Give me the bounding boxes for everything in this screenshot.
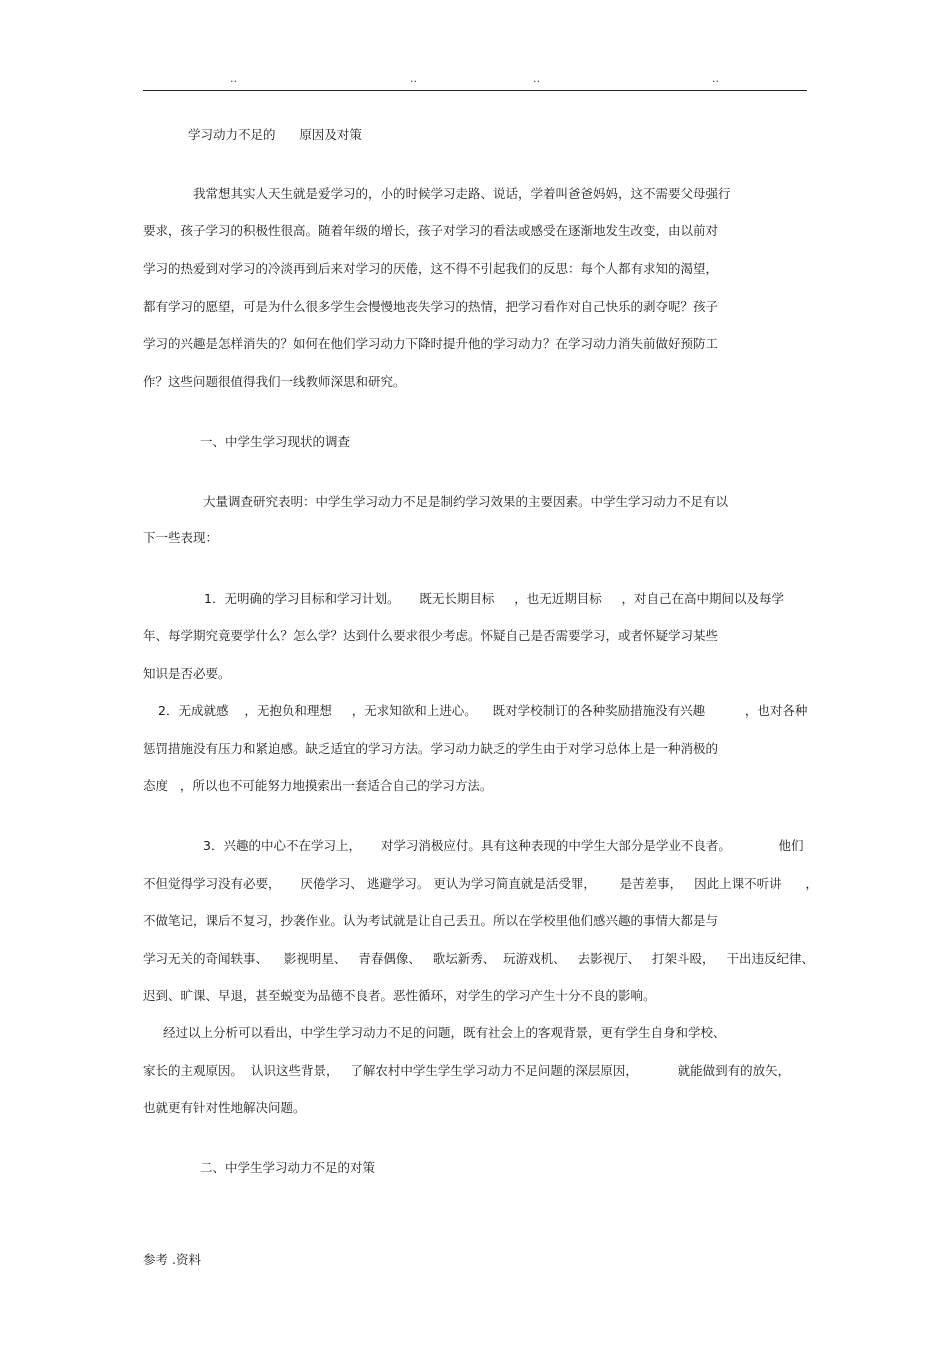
text-line: 作？这些问题很值得我们一线教师深思和研究。 <box>143 374 406 389</box>
text-line: 经过以上分析可以看出，中学生学习动力不足的问题，既有社会上的客观背景，更有学生自身和学校、 <box>163 1025 726 1040</box>
text-line: 学习的兴趣是怎样消失的？如何在他们学习动力下降时提升他的学习动力？在学习动力消失前做好预防工 <box>143 336 719 351</box>
text-line: 知识是否必要。 <box>143 666 231 681</box>
header-dot: .. <box>712 72 719 85</box>
header-dot: .. <box>230 72 237 85</box>
header-dot: .. <box>410 72 417 85</box>
text-line: 迟到、旷课、早退，甚至蜕变为品德不良者。恶性循环，对学生的学习产生十分不良的影响。 <box>143 988 656 1003</box>
page-footer: 参考 .资料 <box>143 1252 201 1267</box>
header-rule <box>143 90 807 91</box>
document-title: 学习动力不足的 原因及对策 <box>188 127 362 142</box>
text-line: 态度 ，所以也不可能努力地摸索出一套适合自己的学习方法。 <box>143 778 493 793</box>
text-line: 我常想其实人天生就是爱学习的，小的时候学习走路、说话，学着叫爸爸妈妈，这不需要父母强行 <box>193 186 731 201</box>
text-line: 学习无关的奇闻轶事、 影视明星、 青春偶像、 歌坛新秀、 玩游戏机、 去影视厅、 打架斗殴， 干出违反纪律、 <box>143 951 814 966</box>
text-line: 年、每学期究竟要学什么？怎么学？达到什么要求很少考虑。怀疑自己是否需要学习，或者怀疑学习某些 <box>143 628 719 643</box>
text-line: 2．无成就感 ，无抱负和理想 ，无求知欲和上进心。 既对学校制订的各种奖励措施没有兴趣 ，也对各种 <box>158 703 808 718</box>
header-dot: .. <box>533 72 540 85</box>
text-line: 也就更有针对性地解决问题。 <box>143 1100 306 1115</box>
text-line: 家长的主观原因。 认识这些背景， 了解农村中学生学生学习动力不足问题的深层原因， 就能做到有的放矢， <box>143 1063 791 1078</box>
text-line: 惩罚措施没有压力和紧迫感。缺乏适宜的学习方法。学习动力缺乏的学生由于对学习总体上是一种消极的 <box>143 741 719 756</box>
section-heading: 一、中学生学习现状的调查 <box>200 434 351 449</box>
section-heading: 二、中学生学习动力不足的对策 <box>200 1160 376 1175</box>
text-line: 要求，孩子学习的积极性很高。随着年级的增长，孩子对学习的看法或感受在逐渐地发生改变，由以前对 <box>143 223 719 238</box>
text-line: 3．兴趣的中心不在学习上， 对学习消极应付。具有这种表现的中学生大部分是学业不良者。 他们 <box>203 838 804 853</box>
text-line: 下一些表现： <box>143 530 219 545</box>
text-line: 大量调查研究表明：中学生学习动力不足是制约学习效果的主要因素。中学生学习动力不足有以 <box>203 494 729 509</box>
text-line: 学习的热爱到对学习的冷淡再到后来对学习的厌倦，这不得不引起我们的反思：每个人都有求知的渴望， <box>143 261 719 276</box>
text-line: 1．无明确的学习目标和学习计划。 既无长期目标 ，也无近期目标 ，对自己在高中期间以及每学 <box>204 591 785 606</box>
text-line: 不但觉得学习没有必要， 厌倦学习、 逃避学习。 更认为学习简直就是活受罪， 是苦差事， 因此上课不听讲 ， <box>143 876 818 891</box>
text-line: 都有学习的愿望，可是为什么很多学生会慢慢地丧失学习的热情，把学习看作对自己快乐的剥夺呢？孩子 <box>143 299 719 314</box>
text-line: 不做笔记，课后不复习，抄袭作业。认为考试就是让自己丢丑。所以在学校里他们感兴趣的事情大都是与 <box>143 913 719 928</box>
